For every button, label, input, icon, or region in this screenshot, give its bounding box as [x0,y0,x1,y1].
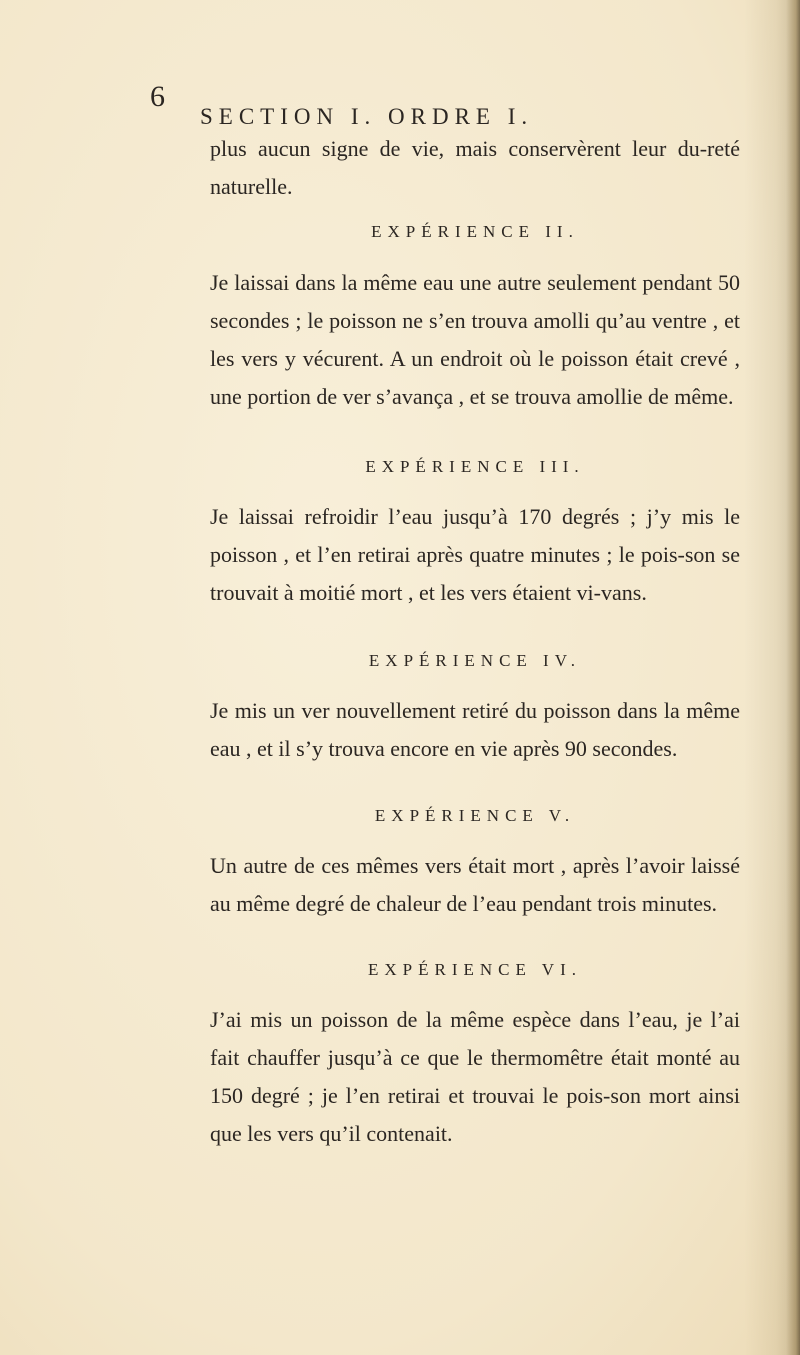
paragraph-experience-5: Un autre de ces mêmes vers était mort , après l’avoir laissé au même degré de chaleur de l’eau pendant trois minutes. [210,853,740,916]
heading-experience-2: EXPÉRIENCE II. [371,222,579,241]
heading-experience-3: EXPÉRIENCE III. [365,457,585,476]
heading-experience-5: EXPÉRIENCE V. [374,806,576,825]
page-number: 6 [150,80,165,113]
heading-experience-6: EXPÉRIENCE VI. [367,960,582,979]
paragraph-continuation: plus aucun signe de vie, mais conservèrent leur du-reté naturelle. [210,136,740,199]
paragraph-experience-3: Je laissai refroidir l’eau jusqu’à 170 degrés ; j’y mis le poisson , et l’en retirai après quatre minutes ; le pois-son se trouvait à moitié mort , et les vers étaient vi-vans. [210,504,740,605]
page-edge-shadow [786,0,800,1355]
paragraph-experience-4: Je mis un ver nouvellement retiré du poisson dans la même eau , et il s’y trouva encore en vie après 90 secondes. [210,698,740,761]
heading-experience-4: EXPÉRIENCE IV. [368,651,582,670]
paragraph-experience-6: J’ai mis un poisson de la même espèce dans l’eau, je l’ai fait chauffer jusqu’à ce que le thermomêtre était monté au 150 degré ; je l’en retirai et trouvai le pois-son mort ainsi que les vers qu’il contenait. [210,1007,740,1146]
running-head: SECTION I. ORDRE I. [200,104,534,129]
paragraph-experience-2: Je laissai dans la même eau une autre seulement pendant 50 secondes ; le poisson ne s’en trouva amolli qu’au ventre , et les vers y vécurent. A un endroit où le poisson était crevé , une portion de ver s’avança , et se trouva amollie de même. [210,270,740,409]
